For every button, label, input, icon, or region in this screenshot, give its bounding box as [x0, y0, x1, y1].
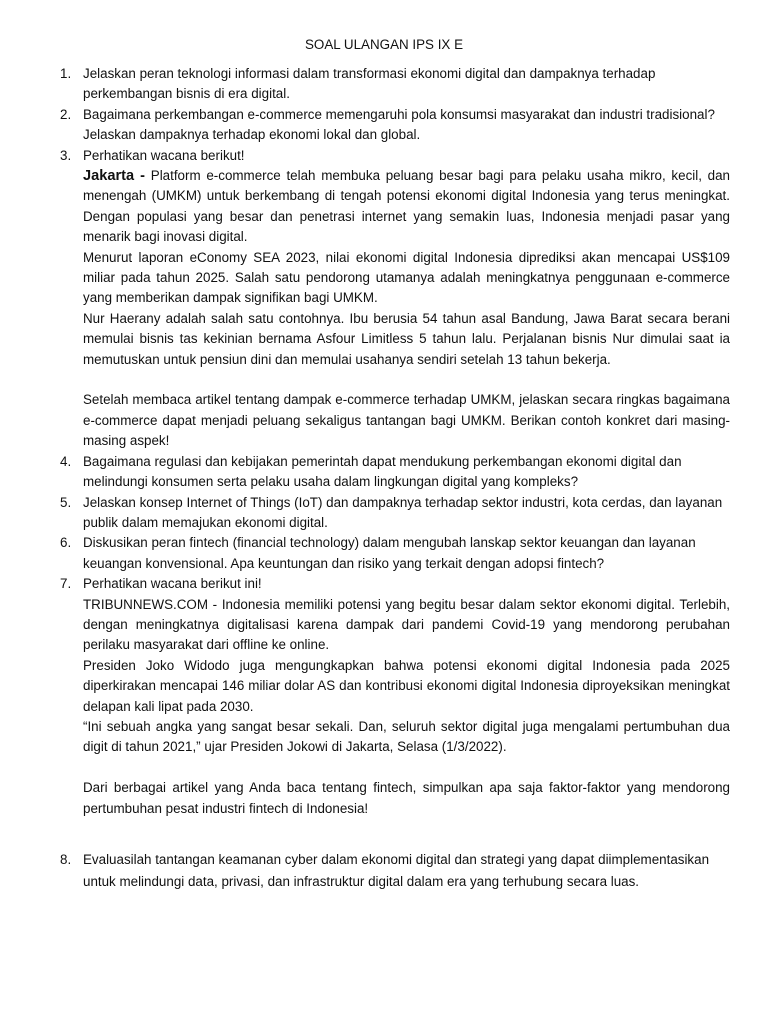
- paragraph-spacer: [0, 819, 768, 839]
- question-number: 3.: [60, 147, 72, 163]
- question-6: [0, 533, 730, 574]
- question-text: Jelaskan konsep Internet of Things (IoT) dan dampaknya terhadap sektor industri, kota cerdas, dan layanan publik dalam memajukan ekonomi digital.: [83, 494, 723, 530]
- question-text: Diskusikan peran fintech (financial technology) dalam mengubah lanskap sektor keuangan dan layanan keuangan konvensional. Apa keuntungan dan risiko yang terkait dengan adopsi fintech?: [83, 535, 696, 571]
- question-list: [0, 64, 768, 893]
- question-intro: Perhatikan wacana berikut!: [83, 147, 245, 163]
- question-4: [0, 452, 730, 493]
- question-number: 7.: [60, 576, 72, 592]
- article-paragraph: TRIBUNNEWS.COM - Indonesia memiliki potensi yang begitu besar dalam sektor ekonomi digital. Terlebih, dengan meningkatnya digitalisasi karena dampak dari pandemi Covid-19 yang mendorong perubahan perilaku masyarakat dari offline ke online.: [83, 596, 730, 653]
- article-paragraph: Presiden Joko Widodo juga mengungkapkan bahwa potensi ekonomi digital Indonesia pada 2025 diperkirakan mencapai 146 miliar dolar AS dan kontribusi ekonomi digital Indonesia diproyeksikan meningkat delapan kali lipat pada 2030.: [83, 657, 730, 714]
- question-8: [0, 849, 730, 892]
- question-text: Dari berbagai artikel yang Anda baca tentang fintech, simpulkan apa saja faktor-faktor yang mendorong pertumbuhan pesat industri fintech di Indonesia!: [83, 780, 730, 816]
- question-text: Jelaskan peran teknologi informasi dalam transformasi ekonomi digital dan dampaknya terhadap perkembangan bisnis di era digital.: [83, 66, 656, 102]
- question-number: 6.: [60, 535, 72, 551]
- question-text: Bagaimana regulasi dan kebijakan pemerintah dapat mendukung perkembangan ekonomi digital dan melindungi konsumen serta pelaku usaha dalam lingkungan digital yang kompleks?: [83, 453, 682, 490]
- question-number: 1.: [60, 66, 72, 81]
- article-paragraph: [83, 166, 730, 248]
- question-text: Evaluasilah tantangan keamanan cyber dalam ekonomi digital dan strategi yang dapat diimplementasikan untuk melindungi data, privasi, dan infrastruktur digital dalam era yang terhubung secara luas.: [83, 852, 710, 889]
- question-number: 8.: [60, 852, 72, 868]
- question-intro: Perhatikan wacana berikut ini!: [83, 576, 262, 592]
- paragraph-spacer: [83, 370, 730, 390]
- question-1: [0, 64, 730, 105]
- question-number: 4.: [60, 453, 72, 469]
- question-5: [0, 493, 730, 534]
- article-paragraph: Nur Haerany adalah salah satu contohnya. Ibu berusia 54 tahun asal Bandung, Jawa Barat secara berani memulai bisnis tas kekinian bernama Asfour Limitless 5 tahun lalu. Perjalanan bisnis Nur dimulai saat ia memutuskan untuk pensiun dini dan memulai usahanya sendiri setelah 13 tahun bekerja.: [83, 310, 730, 367]
- document-title: SOAL ULANGAN IPS IX E: [304, 37, 463, 52]
- question-7: [0, 574, 730, 819]
- paragraph-spacer: [83, 758, 730, 778]
- article-dateline: Jakarta -: [83, 168, 146, 185]
- question-text: Setelah membaca artikel tentang dampak e-commerce terhadap UMKM, jelaskan secara ringkas bagaimana e-commerce dapat menjadi peluang sekaligus tantangan bagi UMKM. Berikan contoh konkret dari masing-masing aspek!: [83, 392, 730, 449]
- question-2: [0, 105, 730, 146]
- article-paragraph: Menurut laporan eConomy SEA 2023, nilai ekonomi digital Indonesia diprediksi akan mencapai US$109 miliar pada tahun 2025. Salah satu pendorong utamanya adalah meningkatnya penggunaan e-commerce yang memberikan dampak signifikan bagi UMKM.: [83, 249, 730, 306]
- question-number: 5.: [60, 494, 72, 510]
- question-text: Bagaimana perkembangan e-commerce memengaruhi pola konsumsi masyarakat dan industri tradisional? Jelaskan dampaknya terhadap ekonomi lokal dan global.: [83, 106, 715, 143]
- article-text: Platform e-commerce telah membuka peluang besar bagi para pelaku usaha mikro, kecil, dan menengah (UMKM) untuk berkembang di tengah potensi ekonomi digital Indonesia yang terus meningkat. Dengan populasi yang besar dan penetrasi internet yang semakin luas, Indonesia menjadi pasar yang menarik bagi inovasi digital.: [83, 168, 730, 245]
- article-paragraph: “Ini sebuah angka yang sangat besar sekali. Dan, seluruh sektor digital juga mengalami pertumbuhan dua digit di tahun 2021,” ujar Presiden Jokowi di Jakarta, Selasa (1/3/2022).: [83, 718, 730, 755]
- question-3: [0, 146, 730, 452]
- question-number: 2.: [60, 106, 72, 122]
